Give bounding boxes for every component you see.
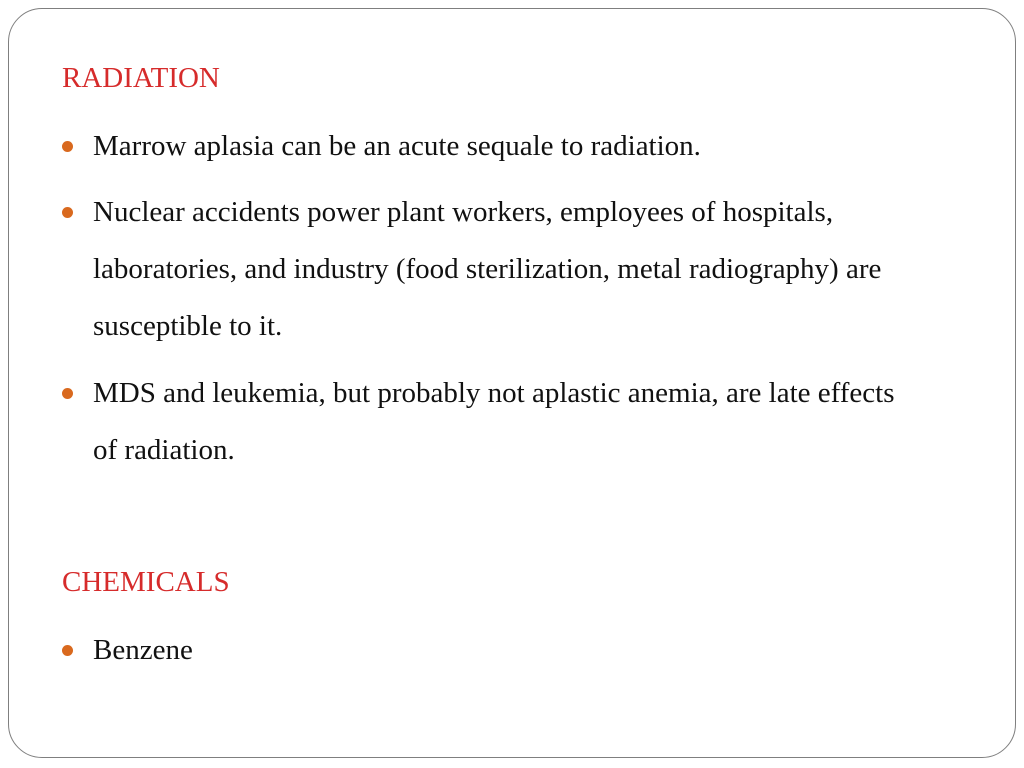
section-heading-chemicals: CHEMICALS: [62, 566, 230, 598]
bullet-text: Benzene: [93, 634, 193, 666]
bullet-dot-icon: [62, 207, 73, 218]
bullet-dot-icon: [62, 141, 73, 152]
bullet-text: Marrow aplasia can be an acute sequale to radiation.: [93, 130, 701, 162]
bullet-item: [62, 118, 932, 175]
bullet-item: [62, 365, 932, 479]
bullet-item: [62, 622, 932, 679]
section-heading-radiation: RADIATION: [62, 62, 220, 94]
bullet-item: [62, 184, 932, 355]
bullet-text: MDS and leukemia, but probably not aplastic anemia, are late effects of radiation.: [93, 377, 895, 466]
bullet-dot-icon: [62, 645, 73, 656]
bullet-dot-icon: [62, 388, 73, 399]
bullet-text: Nuclear accidents power plant workers, employees of hospitals, laboratories, and industry (food sterilization, metal radiography) are susceptible to it.: [93, 196, 882, 342]
